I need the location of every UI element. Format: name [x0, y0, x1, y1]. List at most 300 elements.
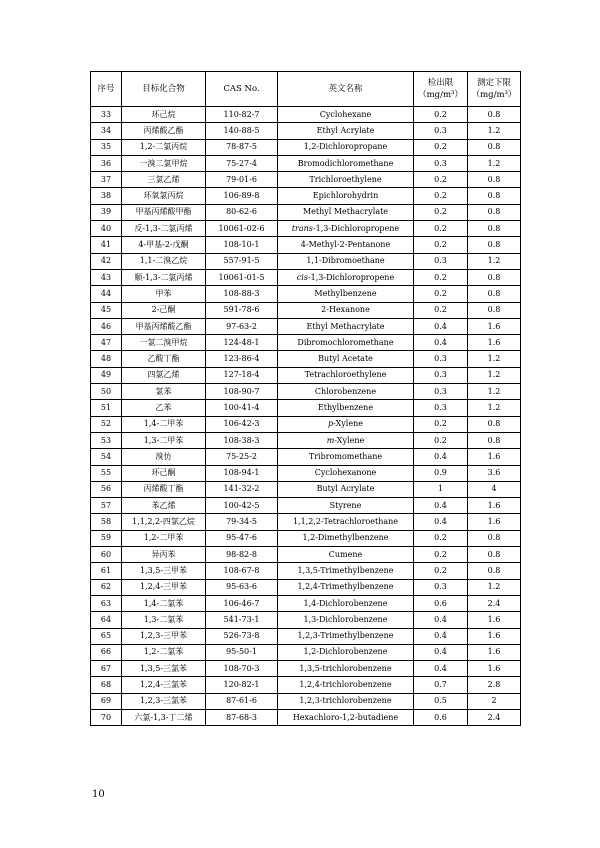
english-name [278, 579, 414, 595]
cas-number: 123-86-4 [206, 351, 278, 367]
compound-name: 1,2-二氯丙烷 [122, 139, 206, 155]
english-name-text: Butyl Acrylate [316, 484, 375, 494]
compound-name: 丙烯酸丁酯 [122, 481, 206, 497]
english-name-text: Styrene [329, 500, 362, 510]
compound-name: 反-1,3-二氯丙烯 [122, 221, 206, 237]
english-name-text: -1,3-Dichloropropene [307, 272, 395, 282]
row-number: 70 [91, 709, 122, 725]
table-row [91, 237, 521, 253]
detection-limit: 0.2 [414, 172, 468, 188]
quantitation-limit: 1.2 [468, 367, 521, 383]
cas-number: 108-38-3 [206, 432, 278, 448]
table-row [91, 416, 521, 432]
english-name-prefix: p [328, 419, 334, 429]
cas-number: 526-73-8 [206, 628, 278, 644]
table-row [91, 253, 521, 269]
quantitation-limit: 2.4 [468, 595, 521, 611]
detection-limit: 0.2 [414, 188, 468, 204]
english-name [278, 481, 414, 497]
quantitation-limit: 1.6 [468, 335, 521, 351]
table-row [91, 384, 521, 400]
row-number: 45 [91, 302, 122, 318]
table-row [91, 107, 521, 123]
compound-name: 六氯-1,3-丁二烯 [122, 709, 206, 725]
compound-name: 2-己酮 [122, 302, 206, 318]
detection-limit: 0.7 [414, 677, 468, 693]
row-number: 54 [91, 449, 122, 465]
english-name-text: 1,2-Dimethylbenzene [302, 533, 389, 543]
cas-number: 108-94-1 [206, 465, 278, 481]
english-name [278, 237, 414, 253]
cas-number: 110-82-7 [206, 107, 278, 123]
cas-number: 79-34-5 [206, 514, 278, 530]
quantitation-limit: 0.8 [468, 269, 521, 285]
compound-name: 三氯乙烯 [122, 172, 206, 188]
english-name-text: 4-Methyl-2-Pentanone [300, 240, 391, 250]
row-number: 52 [91, 416, 122, 432]
table-row [91, 139, 521, 155]
detection-limit: 0.2 [414, 139, 468, 155]
english-name-text: 1,2,4-trichlorobenzene [299, 680, 392, 690]
row-number: 42 [91, 253, 122, 269]
detection-limit: 0.2 [414, 204, 468, 220]
detection-limit: 0.3 [414, 253, 468, 269]
detection-limit: 0.3 [414, 123, 468, 139]
quantitation-limit: 0.8 [468, 302, 521, 318]
cas-number: 557-91-5 [206, 253, 278, 269]
quantitation-limit: 1.2 [468, 155, 521, 171]
table-row [91, 351, 521, 367]
english-name-text: Epichlorohydrin [312, 191, 379, 201]
row-number: 47 [91, 335, 122, 351]
english-name [278, 172, 414, 188]
detection-limit: 0.2 [414, 563, 468, 579]
english-name [278, 123, 414, 139]
table-row [91, 286, 521, 302]
english-name-text: Ethylbenzene [317, 402, 374, 412]
table-row [91, 563, 521, 579]
cas-number: 108-90-7 [206, 384, 278, 400]
cas-number: 108-10-1 [206, 237, 278, 253]
table-row [91, 465, 521, 481]
table-row [91, 547, 521, 563]
row-number: 57 [91, 498, 122, 514]
detection-limit: 0.2 [414, 432, 468, 448]
english-name-text: Bromodichloromethane [297, 158, 394, 168]
detection-limit: 0.3 [414, 384, 468, 400]
quantitation-limit: 0.8 [468, 286, 521, 302]
table-row [91, 498, 521, 514]
row-number: 33 [91, 107, 122, 123]
cas-number: 87-68-3 [206, 709, 278, 725]
quantitation-limit: 0.8 [468, 221, 521, 237]
cas-number: 108-67-8 [206, 563, 278, 579]
header-quantitation-limit [468, 72, 521, 107]
row-number: 35 [91, 139, 122, 155]
cas-number: 78-87-5 [206, 139, 278, 155]
quantitation-limit: 1.2 [468, 123, 521, 139]
header-compound: 目标化合物 [122, 72, 206, 107]
english-name-text: 2-Hexanone [321, 305, 370, 315]
compound-name: 甲基丙烯酸乙酯 [122, 318, 206, 334]
detection-limit: 0.6 [414, 595, 468, 611]
quantitation-limit: 0.8 [468, 563, 521, 579]
row-number: 50 [91, 384, 122, 400]
cas-number: 75-27-4 [206, 155, 278, 171]
quantitation-limit: 0.8 [468, 237, 521, 253]
quantitation-limit: 3.6 [468, 465, 521, 481]
cas-number: 87-61-6 [206, 693, 278, 709]
detection-limit: 0.4 [414, 644, 468, 660]
header-detection-limit-unit: （mg/m³） [418, 90, 463, 100]
row-number: 60 [91, 547, 122, 563]
detection-limit: 0.2 [414, 530, 468, 546]
row-number: 44 [91, 286, 122, 302]
cas-number: 98-82-8 [206, 547, 278, 563]
compound-name: 4-甲基-2-戊酮 [122, 237, 206, 253]
detection-limit: 0.4 [414, 498, 468, 514]
table-row [91, 172, 521, 188]
table-row [91, 449, 521, 465]
detection-limit: 0.3 [414, 367, 468, 383]
english-name [278, 204, 414, 220]
table-row [91, 595, 521, 611]
compound-name: 乙酸丁酯 [122, 351, 206, 367]
compound-table [90, 71, 521, 726]
row-number: 40 [91, 221, 122, 237]
cas-number: 124-48-1 [206, 335, 278, 351]
row-number: 66 [91, 644, 122, 660]
english-name-text: 1,2-Dichlorobenzene [303, 647, 388, 657]
quantitation-limit: 0.8 [468, 416, 521, 432]
quantitation-limit: 0.8 [468, 107, 521, 123]
header-no: 序号 [91, 72, 122, 107]
cas-number: 108-70-3 [206, 661, 278, 677]
cas-number: 106-46-7 [206, 595, 278, 611]
row-number: 63 [91, 595, 122, 611]
english-name-prefix: cis [296, 272, 308, 282]
table-row [91, 188, 521, 204]
table-row [91, 204, 521, 220]
row-number: 67 [91, 661, 122, 677]
row-number: 34 [91, 123, 122, 139]
compound-name: 甲基丙烯酸甲酯 [122, 204, 206, 220]
quantitation-limit: 1.6 [468, 628, 521, 644]
cas-number: 10061-02-6 [206, 221, 278, 237]
table-row [91, 432, 521, 448]
compound-name: 1,1,2,2-四氯乙烷 [122, 514, 206, 530]
english-name [278, 318, 414, 334]
english-name-text: 1,2-Dichloropropane [303, 142, 388, 152]
english-name [278, 221, 414, 237]
cas-number: 127-18-4 [206, 367, 278, 383]
english-name [278, 677, 414, 693]
compound-name: 1,3,5-三氯苯 [122, 661, 206, 677]
english-name [278, 400, 414, 416]
table-header-row [91, 72, 521, 107]
compound-name: 环氧氯丙烷 [122, 188, 206, 204]
quantitation-limit: 4 [468, 481, 521, 497]
compound-name: 异丙苯 [122, 547, 206, 563]
cas-number: 97-63-2 [206, 318, 278, 334]
english-name-text: Hexachloro-1,2-butadiene [292, 712, 399, 722]
quantitation-limit: 0.8 [468, 172, 521, 188]
quantitation-limit: 1.6 [468, 514, 521, 530]
detection-limit: 0.2 [414, 107, 468, 123]
english-name-text: Cyclohexanone [314, 468, 377, 478]
compound-name: 甲苯 [122, 286, 206, 302]
table-row [91, 612, 521, 628]
english-name-text: -Xylene [334, 435, 365, 445]
quantitation-limit: 1.2 [468, 351, 521, 367]
english-name [278, 107, 414, 123]
quantitation-limit: 0.8 [468, 530, 521, 546]
detection-limit: 0.2 [414, 221, 468, 237]
quantitation-limit: 1.6 [468, 318, 521, 334]
english-name [278, 384, 414, 400]
row-number: 37 [91, 172, 122, 188]
english-name [278, 595, 414, 611]
detection-limit: 0.5 [414, 693, 468, 709]
table-row [91, 400, 521, 416]
table-row [91, 367, 521, 383]
cas-number: 10061-01-5 [206, 269, 278, 285]
quantitation-limit: 0.8 [468, 432, 521, 448]
english-name-text: 1,3,5-Trimethylbenzene [297, 565, 394, 575]
detection-limit: 0.4 [414, 661, 468, 677]
compound-name: 1,4-二甲苯 [122, 416, 206, 432]
table-row [91, 644, 521, 660]
english-name-text: Trichloroethylene [309, 174, 382, 184]
quantitation-limit: 0.8 [468, 139, 521, 155]
detection-limit: 0.3 [414, 351, 468, 367]
compound-name: 苯乙烯 [122, 498, 206, 514]
compound-name: 四氯乙烯 [122, 367, 206, 383]
row-number: 59 [91, 530, 122, 546]
cas-number: 95-63-6 [206, 579, 278, 595]
english-name [278, 335, 414, 351]
cas-number: 106-42-3 [206, 416, 278, 432]
english-name [278, 302, 414, 318]
detection-limit: 0.2 [414, 286, 468, 302]
compound-name: 1,3-二氯苯 [122, 612, 206, 628]
detection-limit: 0.2 [414, 237, 468, 253]
english-name-text: Butyl Acetate [318, 354, 373, 364]
detection-limit: 0.2 [414, 416, 468, 432]
detection-limit: 0.4 [414, 449, 468, 465]
english-name [278, 188, 414, 204]
detection-limit: 0.3 [414, 400, 468, 416]
english-name-text: Ethyl Acrylate [316, 125, 375, 135]
cas-number: 141-32-2 [206, 481, 278, 497]
compound-name: 环己酮 [122, 465, 206, 481]
cas-number: 80-62-6 [206, 204, 278, 220]
english-name [278, 709, 414, 725]
compound-name: 1,3,5-三甲苯 [122, 563, 206, 579]
quantitation-limit: 0.8 [468, 547, 521, 563]
cas-number: 541-73-1 [206, 612, 278, 628]
row-number: 55 [91, 465, 122, 481]
header-detection-limit [414, 72, 468, 107]
english-name-text: 1,4-Dichlorobenzene [303, 598, 388, 608]
english-name-text: 1,3,5-trichlorobenzene [299, 663, 392, 673]
row-number: 69 [91, 693, 122, 709]
header-english-name: 英文名称 [278, 72, 414, 107]
english-name [278, 416, 414, 432]
quantitation-limit: 1.6 [468, 498, 521, 514]
compound-name: 1,2,4-三甲苯 [122, 579, 206, 595]
row-number: 48 [91, 351, 122, 367]
header-detection-limit-label: 检出限 [427, 78, 454, 88]
row-number: 56 [91, 481, 122, 497]
compound-name: 1,2-二氯苯 [122, 644, 206, 660]
english-name-prefix: m [326, 435, 335, 445]
detection-limit: 0.2 [414, 302, 468, 318]
compound-name: 1,1-二溴乙烷 [122, 253, 206, 269]
header-quantitation-limit-label: 测定下限 [476, 78, 511, 88]
english-name-text: -Xylene [333, 419, 363, 429]
cas-number: 100-42-5 [206, 498, 278, 514]
quantitation-limit: 0.8 [468, 204, 521, 220]
detection-limit: 1 [414, 481, 468, 497]
english-name [278, 644, 414, 660]
row-number: 51 [91, 400, 122, 416]
row-number: 53 [91, 432, 122, 448]
quantitation-limit: 1.2 [468, 384, 521, 400]
row-number: 36 [91, 155, 122, 171]
english-name-text: Cumene [328, 549, 363, 559]
english-name [278, 432, 414, 448]
compound-name: 1,2,4-三氯苯 [122, 677, 206, 693]
english-name-text: Methylbenzene [314, 288, 377, 298]
row-number: 43 [91, 269, 122, 285]
row-number: 68 [91, 677, 122, 693]
table-row [91, 221, 521, 237]
quantitation-limit: 1.2 [468, 253, 521, 269]
quantitation-limit: 1.2 [468, 579, 521, 595]
english-name [278, 465, 414, 481]
english-name-text: Tribromomethane [308, 451, 383, 461]
detection-limit: 0.4 [414, 628, 468, 644]
english-name-text: Dibromochloromethane [297, 337, 394, 347]
table-row [91, 661, 521, 677]
english-name [278, 563, 414, 579]
compound-name: 1,2,3-三氯苯 [122, 693, 206, 709]
detection-limit: 0.9 [414, 465, 468, 481]
row-number: 38 [91, 188, 122, 204]
compound-name: 氯苯 [122, 384, 206, 400]
quantitation-limit: 1.6 [468, 449, 521, 465]
table-row [91, 302, 521, 318]
english-name [278, 530, 414, 546]
english-name [278, 367, 414, 383]
header-quantitation-limit-unit: （mg/m³） [471, 90, 517, 100]
detection-limit: 0.3 [414, 155, 468, 171]
english-name [278, 253, 414, 269]
table-row [91, 481, 521, 497]
cas-number: 95-50-1 [206, 644, 278, 660]
english-name [278, 628, 414, 644]
compound-name: 一氯二溴甲烷 [122, 335, 206, 351]
quantitation-limit: 2 [468, 693, 521, 709]
english-name-text: Cyclohexane [319, 109, 372, 119]
english-name [278, 498, 414, 514]
row-number: 41 [91, 237, 122, 253]
quantitation-limit: 1.6 [468, 612, 521, 628]
quantitation-limit: 1.6 [468, 661, 521, 677]
table-row [91, 530, 521, 546]
detection-limit: 0.4 [414, 335, 468, 351]
english-name [278, 269, 414, 285]
english-name [278, 661, 414, 677]
quantitation-limit: 0.8 [468, 188, 521, 204]
compound-name: 一溴二氯甲烷 [122, 155, 206, 171]
detection-limit: 0.4 [414, 612, 468, 628]
english-name-text: Ethyl Methacrylate [306, 321, 385, 331]
english-name-text: 1,1,2,2-Tetrachloroethane [292, 517, 399, 527]
table-row [91, 677, 521, 693]
cas-number: 591-78-6 [206, 302, 278, 318]
cas-number: 120-82-1 [206, 677, 278, 693]
english-name-text: -1,3-Dichloropropene [312, 223, 400, 233]
cas-number: 140-88-5 [206, 123, 278, 139]
english-name-text: 1,2,3-Trimethylbenzene [297, 631, 394, 641]
english-name [278, 693, 414, 709]
compound-name: 环己烷 [122, 107, 206, 123]
table-row [91, 514, 521, 530]
english-name-text: 1,1-Dibromoethane [306, 256, 385, 266]
english-name-text: 1,2,3-trichlorobenzene [299, 696, 392, 706]
table-row [91, 318, 521, 334]
row-number: 49 [91, 367, 122, 383]
detection-limit: 0.4 [414, 514, 468, 530]
quantitation-limit: 1.2 [468, 400, 521, 416]
cas-number: 100-41-4 [206, 400, 278, 416]
compound-name: 1,2-二甲苯 [122, 530, 206, 546]
quantitation-limit: 2.4 [468, 709, 521, 725]
english-name-text: Tetrachloroethylene [304, 370, 387, 380]
table-row [91, 123, 521, 139]
compound-name: 1,2,3-三甲苯 [122, 628, 206, 644]
table-row [91, 335, 521, 351]
cas-number: 108-88-3 [206, 286, 278, 302]
table-row [91, 709, 521, 725]
compound-name: 溴仿 [122, 449, 206, 465]
english-name-prefix: trans [291, 223, 313, 233]
english-name-text: Methyl Methacrylate [302, 207, 389, 217]
table-row [91, 155, 521, 171]
row-number: 65 [91, 628, 122, 644]
header-cas: CAS No. [206, 72, 278, 107]
compound-name: 顺-1,3-二氯丙烯 [122, 269, 206, 285]
quantitation-limit: 1.6 [468, 644, 521, 660]
compound-name: 1,4-二氯苯 [122, 595, 206, 611]
english-name [278, 139, 414, 155]
page-number: 10 [92, 789, 105, 800]
table-row [91, 269, 521, 285]
english-name-text: Chlorobenzene [314, 386, 377, 396]
detection-limit: 0.6 [414, 709, 468, 725]
english-name-text: 1,3-Dichlorobenzene [303, 614, 388, 624]
compound-name: 1,3-二甲苯 [122, 432, 206, 448]
english-name [278, 449, 414, 465]
english-name [278, 351, 414, 367]
detection-limit: 0.4 [414, 318, 468, 334]
compound-name: 丙烯酸乙酯 [122, 123, 206, 139]
detection-limit: 0.2 [414, 547, 468, 563]
row-number: 64 [91, 612, 122, 628]
english-name [278, 155, 414, 171]
